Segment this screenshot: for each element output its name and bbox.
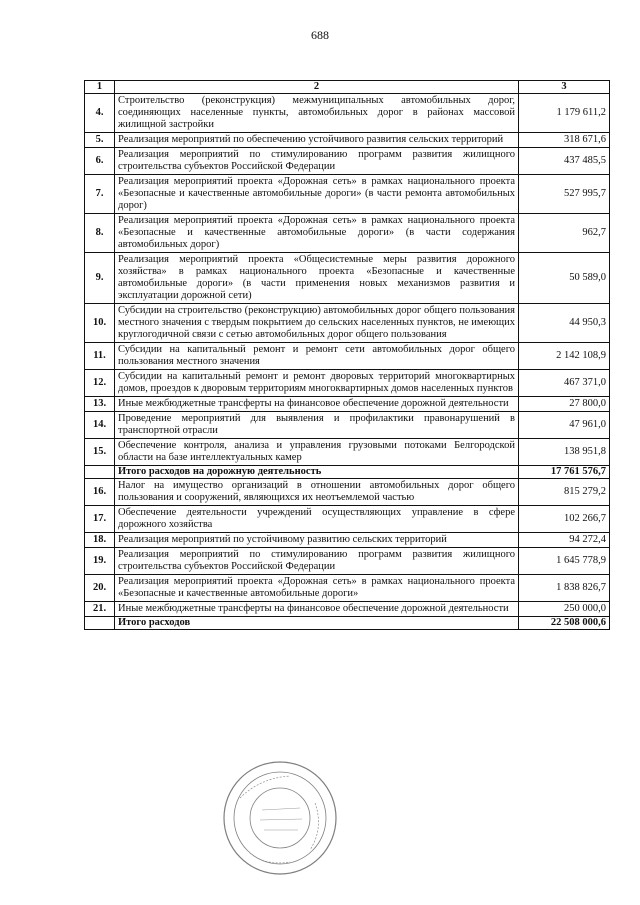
page-number: 688: [311, 28, 329, 42]
row-description: Субсидии на строительство (реконструкцию) автомобильных дорог общего пользования местного значения с твердым покрытием до сельских населенных пунктов, не имеющих круглогодичной связи с сетью автомобильных дорог общего пользования: [115, 304, 519, 343]
row-number: 7.: [85, 175, 115, 214]
row-description: Реализация мероприятий проекта «Общесистемные меры развития дорожного хозяйства» в рамках национального проекта «Безопасные и качественные автомобильные дороги» (в части применения новых механизмов развития и эксплуатации дорожной сети): [115, 253, 519, 304]
row-description: Налог на имущество организаций в отношении автомобильных дорог общего пользования и сооружений, являющихся их неотъемлемой частью: [115, 479, 519, 506]
table-row: [85, 133, 610, 148]
row-description: Реализация мероприятий по стимулированию программ развития жилищного строительства субъектов Российской Федерации: [115, 548, 519, 575]
table-row: [85, 506, 610, 533]
row-description: Проведение мероприятий для выявления и профилактики правонарушений в транспортной отрасли: [115, 412, 519, 439]
row-description: Строительство (реконструкция) межмуниципальных автомобильных дорог, соединяющих населенные пункты, автомобильных дорог в районах массовой жилищной застройки: [115, 94, 519, 133]
header-col-3: 3: [519, 81, 610, 94]
row-description: Реализация мероприятий проекта «Дорожная сеть» в рамках национального проекта «Безопасные и качественные автомобильные дороги» (в части содержания автомобильных дорог): [115, 214, 519, 253]
row-amount: 102 266,7: [519, 506, 610, 533]
row-amount: 1 179 611,2: [519, 94, 610, 133]
header-col-1: 1: [85, 81, 115, 94]
row-description: Субсидии на капитальный ремонт и ремонт дворовых территорий многоквартирных домов, проездов к дворовым территориям многоквартирных домов населенных пунктов: [115, 370, 519, 397]
table-row: [85, 439, 610, 466]
table-row: [85, 148, 610, 175]
row-amount: 2 142 108,9: [519, 343, 610, 370]
total-row-label: Итого расходов: [115, 617, 519, 630]
table-row: [85, 370, 610, 397]
subtotal-row-amount: 17 761 576,7: [519, 466, 610, 479]
table-row: [85, 343, 610, 370]
row-amount: 47 961,0: [519, 412, 610, 439]
row-number: 18.: [85, 533, 115, 548]
table-row: [85, 397, 610, 412]
row-description: Иные межбюджетные трансферты на финансовое обеспечение дорожной деятельности: [115, 602, 519, 617]
row-description: Реализация мероприятий по устойчивому развитию сельских территорий: [115, 533, 519, 548]
row-amount: 1 645 778,9: [519, 548, 610, 575]
row-number: 16.: [85, 479, 115, 506]
row-amount: 815 279,2: [519, 479, 610, 506]
table-row: [85, 533, 610, 548]
table-row: [85, 304, 610, 343]
header-col-2: 2: [115, 81, 519, 94]
row-description: Реализация мероприятий проекта «Дорожная сеть» в рамках национального проекта «Безопасные и качественные автомобильные дороги» (в части ремонта автомобильных дорог): [115, 175, 519, 214]
row-number: 10.: [85, 304, 115, 343]
table-body: [85, 94, 610, 630]
table-row: [85, 253, 610, 304]
table-row: [85, 214, 610, 253]
total-row: [85, 617, 610, 630]
table-row: [85, 575, 610, 602]
row-description: Иные межбюджетные трансферты на финансовое обеспечение дорожной деятельности: [115, 397, 519, 412]
row-number: 11.: [85, 343, 115, 370]
row-description: Субсидии на капитальный ремонт и ремонт сети автомобильных дорог общего пользования местного значения: [115, 343, 519, 370]
row-number: 20.: [85, 575, 115, 602]
row-number: 21.: [85, 602, 115, 617]
table-row: [85, 412, 610, 439]
table-row: [85, 175, 610, 214]
row-description: Реализация мероприятий проекта «Дорожная сеть» в рамках национального проекта «Безопасные и качественные автомобильные дороги»: [115, 575, 519, 602]
table-row: [85, 94, 610, 133]
total-row-amount: 22 508 000,6: [519, 617, 610, 630]
subtotal-row: [85, 466, 610, 479]
row-amount: 962,7: [519, 214, 610, 253]
row-number: 15.: [85, 439, 115, 466]
row-number: 14.: [85, 412, 115, 439]
subtotal-row-empty-cell: [85, 466, 115, 479]
row-amount: 94 272,4: [519, 533, 610, 548]
row-description: Реализация мероприятий по стимулированию программ развития жилищного строительства субъектов Российской Федерации: [115, 148, 519, 175]
table-row: [85, 548, 610, 575]
table-header-row: [85, 81, 610, 94]
row-description: Обеспечение контроля, анализа и управления грузовыми потоками Белгородской области на базе интеллектуальных камер: [115, 439, 519, 466]
table-row: [85, 479, 610, 506]
row-amount: 50 589,0: [519, 253, 610, 304]
total-row-empty-cell: [85, 617, 115, 630]
row-number: 8.: [85, 214, 115, 253]
row-number: 19.: [85, 548, 115, 575]
row-number: 17.: [85, 506, 115, 533]
row-description: Обеспечение деятельности учреждений осуществляющих управление в сфере дорожного хозяйства: [115, 506, 519, 533]
row-number: 13.: [85, 397, 115, 412]
row-number: 12.: [85, 370, 115, 397]
row-number: 4.: [85, 94, 115, 133]
official-stamp-icon: [220, 758, 340, 878]
row-amount: 27 800,0: [519, 397, 610, 412]
row-number: 6.: [85, 148, 115, 175]
budget-table: [84, 80, 610, 630]
row-amount: 44 950,3: [519, 304, 610, 343]
row-amount: 1 838 826,7: [519, 575, 610, 602]
row-amount: 467 371,0: [519, 370, 610, 397]
row-amount: 318 671,6: [519, 133, 610, 148]
row-number: 5.: [85, 133, 115, 148]
table-row: [85, 602, 610, 617]
subtotal-row-label: Итого расходов на дорожную деятельность: [115, 466, 519, 479]
row-amount: 138 951,8: [519, 439, 610, 466]
row-number: 9.: [85, 253, 115, 304]
row-amount: 437 485,5: [519, 148, 610, 175]
row-amount: 250 000,0: [519, 602, 610, 617]
row-description: Реализация мероприятий по обеспечению устойчивого развития сельских территорий: [115, 133, 519, 148]
row-amount: 527 995,7: [519, 175, 610, 214]
